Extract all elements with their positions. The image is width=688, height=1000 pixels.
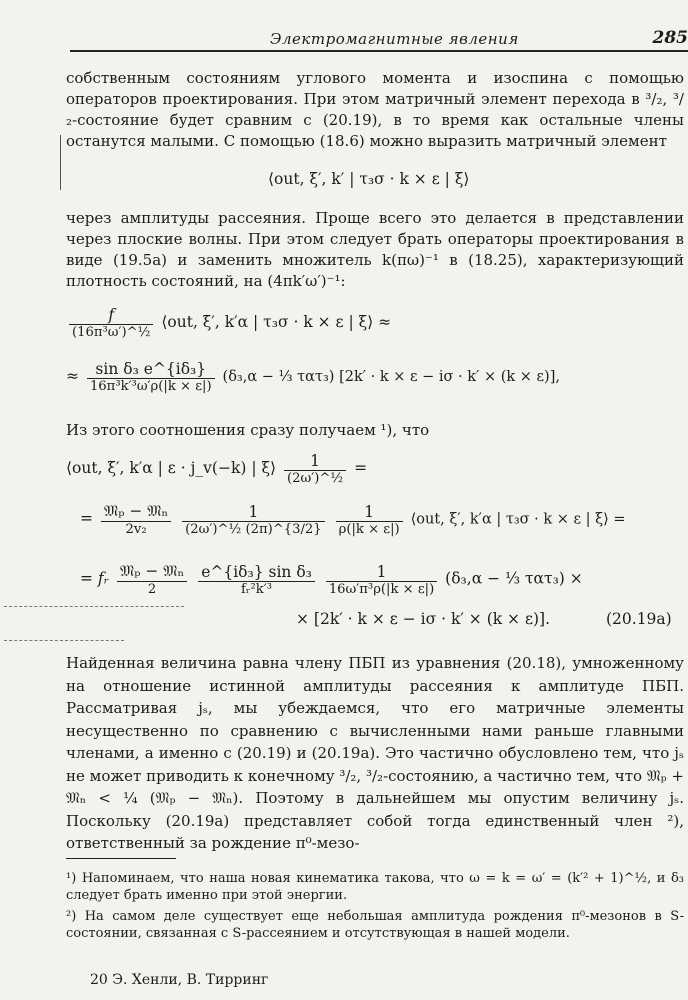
fraction: $\frac{1}{\text{(2ω′)\textasciicircum{}½ (2π)\textasciicircum{}\{3/2\}}}$	[182, 503, 325, 537]
fraction: $\frac{\text{e\textasciicircum{}\{iδ₃\} sin δ₃}}{\text{fᵣ²k′³}}$	[198, 563, 315, 597]
equation-5: = $\frac{\text{𝔐ₚ − 𝔐ₙ}}{\text{2v₂}}$ $\frac{1}{\text{(2ω′)\textasciicircum{}½ (2π)\textasciicircum{}\{3/2\}}}$ $\frac{1}{\rho(|k \times \varepsilon|)}$ ⟨out, ξ′, k′α | τ₃σ · k × ε | ξ⟩ =	[80, 502, 626, 537]
footnote-1: ¹) Напоминаем, что наша новая кинематика такова, что ω = k = ω′ = (k′² + 1)^½, и δ₃ следует брать именно при этой энергии.	[66, 871, 684, 903]
equation-4: ⟨out, ξ′, k′α | ε · j_v(−k) | ξ⟩ $\frac{1}{\text{(2ω′)\textasciicircum{}½}}$ =	[66, 452, 368, 486]
equation-7: × [2k′ · k × ε − iσ · k′ × (k × ε)].	[296, 610, 551, 628]
fraction: $\frac{1}{\text{16ω′π³ρ(|k × ε|)}}$	[326, 563, 437, 597]
equation-3: ≈ $\frac{\text{sin δ₃ e\textasciicircum{}\{iδ₃\}}}{\text{16π³k′³ω′ρ(|k × ε|)}}$ (δ₃,α − ⅓ τατ₃) [2k′ · k × ε − iσ · k′ × (k × ε)],	[66, 360, 560, 394]
header-title: Электромагнитные явления	[270, 30, 519, 48]
equation-matrix-element: ⟨out, ξ′, k′ | τ₃σ · k × ε | ξ⟩	[268, 170, 470, 188]
equation-label: (20.19а)	[606, 610, 672, 628]
equation-2: $\frac{f}{\text{(16π³ω′)\textasciicircum{}½}}$ ⟨out, ξ′, k′α | τ₃σ · k × ε | ξ⟩ ≈	[66, 306, 391, 340]
paragraph-3: Из этого соотношения сразу получаем ¹), что	[66, 421, 430, 439]
footnote-2: ²) На самом деле существует еще небольшая амплитуда рождения π⁰-мезонов в S-состоянии, связанная с S-рассеянием и отсутствующая в нашей модели.	[66, 909, 684, 941]
signature-mark: 20 Э. Хенли, В. Тирринг	[90, 972, 269, 988]
fraction: $\frac{f}{\text{(16π³ω′)\textasciicircum{}½}}$	[69, 306, 153, 340]
fraction: $\frac{1}{\text{(2ω′)\textasciicircum{}½}}$	[284, 452, 346, 486]
fraction: $\frac{\text{𝔐ₚ − 𝔐ₙ}}{\text{2v₂}}$	[101, 502, 171, 537]
running-header	[70, 22, 688, 52]
footnote-rule	[66, 858, 176, 859]
header-rule	[70, 50, 688, 52]
fraction: $\frac{\text{𝔐ₚ − 𝔐ₙ}}{2}$	[117, 562, 187, 597]
fraction: $\frac{\text{sin δ₃ e\textasciicircum{}\{iδ₃\}}}{\text{16π³k′³ω′ρ(|k × ε|)}}$	[87, 360, 215, 394]
fraction: $\frac{1}{\rho(|k \times \varepsilon|)}$	[336, 503, 403, 537]
margin-dash	[4, 606, 184, 607]
equation-6: = fᵣ $\frac{\text{𝔐ₚ − 𝔐ₙ}}{2}$ $\frac{\text{e\textasciicircum{}\{iδ₃\} sin δ₃}}{\text{fᵣ²k′³}}$ $\frac{1}{\text{16ω′π³ρ(|k × ε|)}}$ (δ₃,α − ⅓ τατ₃) ×	[80, 562, 583, 597]
paragraph-2: через амплитуды рассеяния. Проще всего это делается в представлении через плоские волны. При этом следует брать операторы проектирования в виде (19.5а) и заменить множитель k(πω)⁻¹ в (18.25), характеризующий плотность состояний, на (4πk′ω′)⁻¹:	[66, 209, 684, 290]
margin-dash	[4, 640, 124, 641]
paragraph-4: Найденная величина равна члену ПБП из уравнения (20.18), умноженному на отношение истинной амплитуды рассеяния к амплитуде ПБП. Рассматривая jₛ, мы убеждаемся, что его матричные элементы несущественно по сравнению с вычисленными нами раньше главными членами, а именно с (20.19) и (20.19а). Это частично обусловлено тем, что jₛ не может приводить к конечному ³/₂, ³/₂-состоянию, а частично тем, что 𝔐ₚ + 𝔐ₙ < ¼ (𝔐ₚ − 𝔐ₙ). Поэтому в дальнейшем мы опустим величину jₛ. Поскольку (20.19а) представляет собой тогда единственный член ²), ответственный за рождение π⁰-мезо-	[66, 654, 684, 852]
margin-mark	[60, 135, 61, 190]
paragraph-1: собственным состояниям углового момента и изоспина с помощью операторов проектирования. При этом матричный элемент перехода в ³/₂, ³/₂-состояние будет сравним с (20.19), в то время как остальные члены останутся малыми. С помощью (18.6) можно выразить матричный элемент	[66, 69, 684, 150]
page-number: 285	[652, 28, 688, 48]
